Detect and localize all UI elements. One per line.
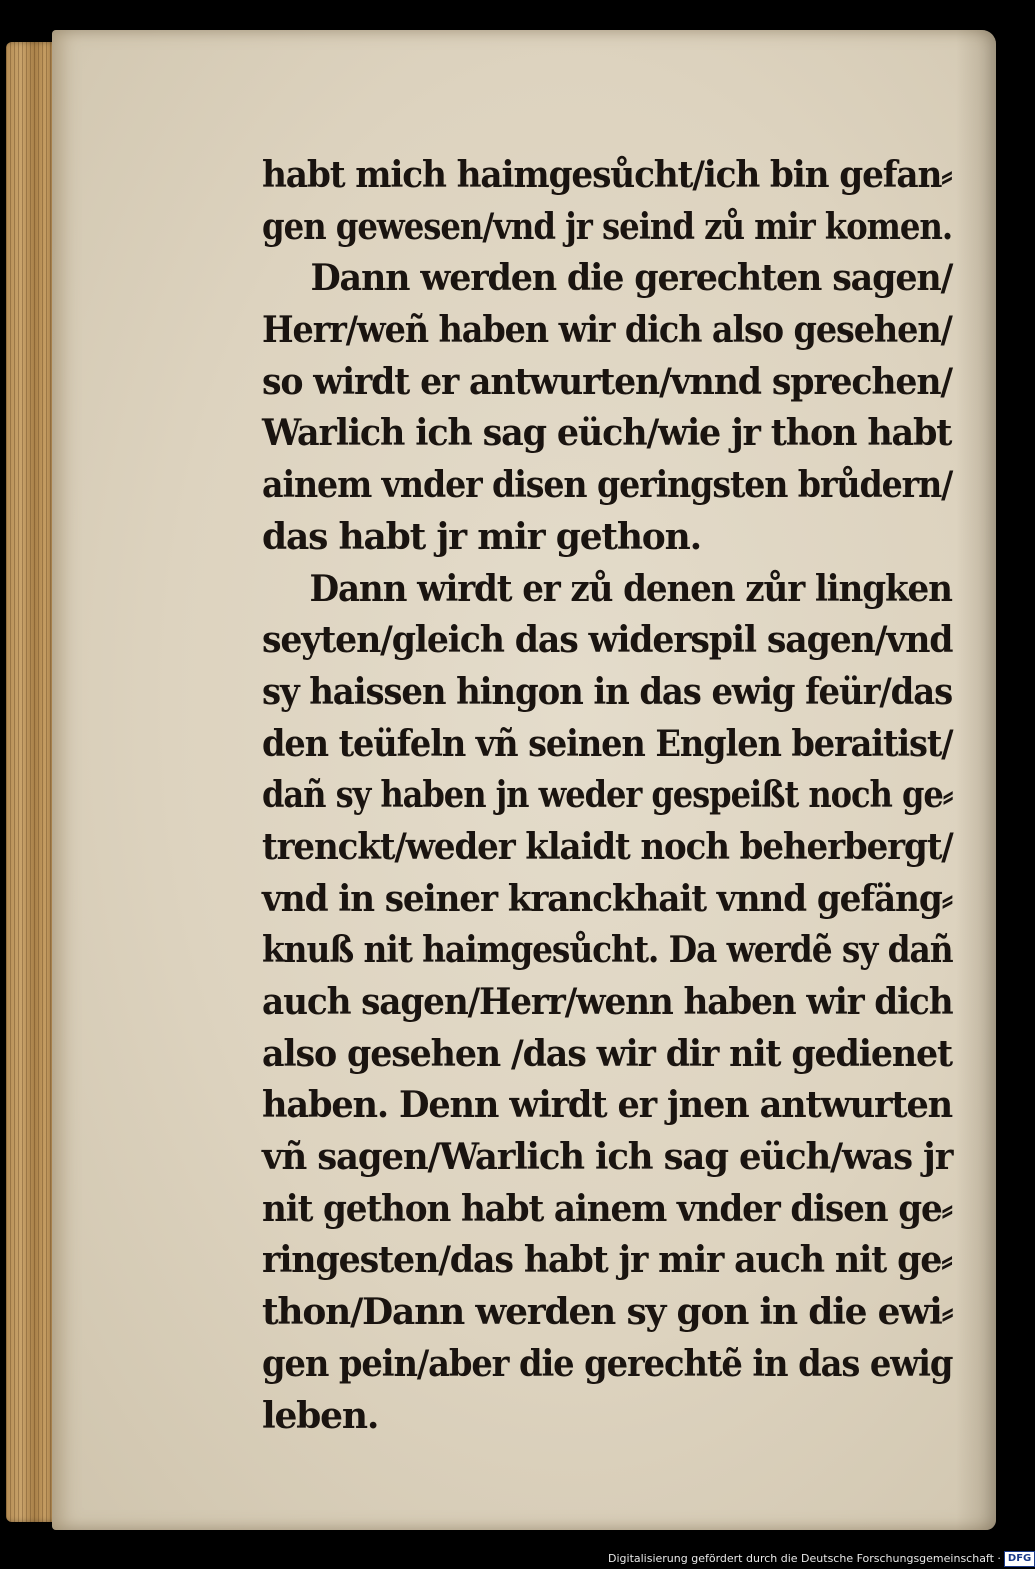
text-line: vñ sagen/Warlich ich sag eüch/was jr [262, 1136, 953, 1179]
text-line: nit gethon habt ainem vnder disen ge⸗ [262, 1187, 952, 1230]
text-line: ringesten/das habt jr mir auch nit ge⸗ [262, 1239, 952, 1282]
text-line: seyten/gleich das widerspil sagen/vnd [262, 619, 953, 662]
text-line: so wirdt er antwurten/vnnd sprechen/ [262, 360, 952, 403]
text-line: leben. [262, 1394, 379, 1437]
page-edge [6, 42, 58, 1522]
text-line: Herr/weñ haben wir dich also gesehen/ [262, 309, 952, 352]
text-line: also gesehen /das wir dir nit gedienet [262, 1032, 952, 1075]
text-line: thon/Dann werden sy gon in die ewi⸗ [262, 1291, 953, 1334]
text-line: Dann wirdt er zů denen zůr lingken [309, 567, 952, 610]
text-block [262, 150, 962, 1442]
text-line: habt mich haimgesůcht/ich bin gefan⸗ [262, 154, 952, 196]
footer [608, 1549, 1035, 1569]
funding-note: Digitalisierung gefördert durch die Deutsche Forschungsgemeinschaft · [608, 1552, 1001, 1565]
text-line: Warlich ich sag eüch/wie jr thon habt [262, 412, 952, 455]
text-line: haben. Denn wirdt er jnen antwurten [262, 1084, 953, 1127]
text-line: gen gewesen/vnd jr seind zů mir komen. [262, 205, 953, 248]
text-line: das habt jr mir gethon. [262, 515, 701, 558]
text-line: knuß nit haimgesůcht. Da werdẽ sy dañ [262, 929, 953, 972]
text-line: auch sagen/Herr/wenn haben wir dich [262, 981, 953, 1023]
text-line: ainem vnder disen geringsten brůdern/ [262, 464, 953, 507]
text-line: gen pein/aber die gerechtẽ in das ewig [262, 1342, 953, 1385]
text-line: Dann werden die gerechten sagen/ [310, 257, 953, 300]
text-line: vnd in seiner kranckhait vnnd gefäng⸗ [262, 877, 952, 920]
text-line: trenckt/weder klaidt noch beherbergt/ [262, 825, 953, 868]
text-line: dañ sy haben jn weder gespeißt noch ge⸗ [262, 774, 953, 817]
text-line: sy haissen hingon in das ewig feür/das [262, 670, 953, 713]
text-line: den teüfeln vñ seinen Englen beraitist/ [262, 722, 953, 765]
dfg-logo: DFG [1004, 1551, 1035, 1567]
